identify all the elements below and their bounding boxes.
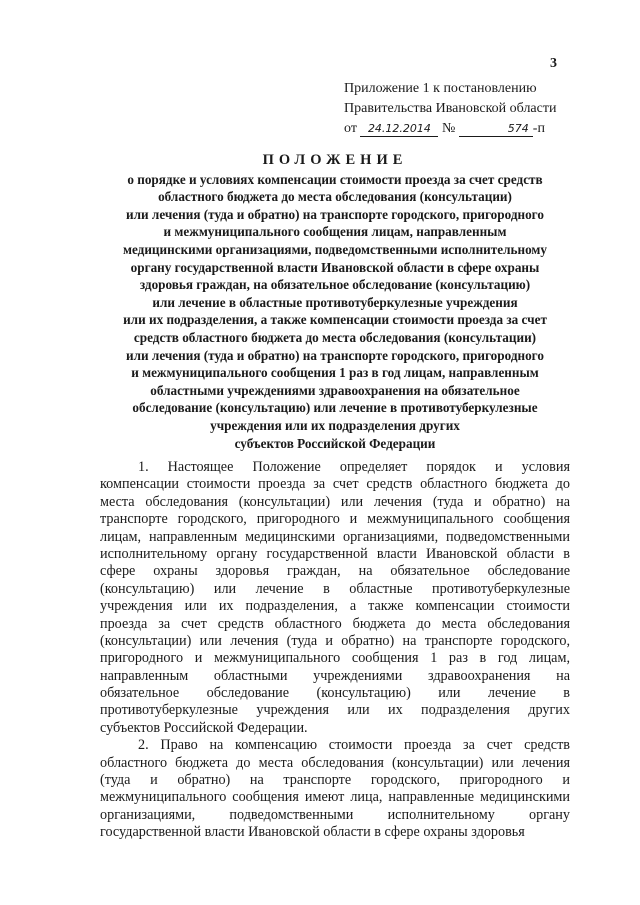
subtitle-line: о порядке и условиях компенсации стоимости проезда за счет средств: [127, 171, 543, 187]
appendix-line-1: Приложение 1 к постановлению: [344, 81, 537, 96]
text-line: [100, 563, 570, 580]
text-line-content: места обследования (консультации) или лечения (туда и обратно) на: [100, 493, 570, 510]
text-line-content: лицам, направленным медицинскими организациями, подведомственными: [100, 528, 570, 545]
text-line-content: учреждения или их подразделения, а также компенсации стоимости: [100, 598, 570, 615]
text-line: [100, 511, 570, 528]
text-line-content: государственной власти Ивановской области в сфере охраны здоровья: [100, 824, 525, 841]
handwritten-date: 24.12.2014: [360, 122, 438, 137]
text-line: [100, 633, 570, 650]
subtitle-line: обследование (консультацию) или лечение в противотуберкулезные: [132, 400, 538, 416]
subtitle-line: областными учреждениями здравоохранения на обязательное: [150, 382, 520, 398]
handwritten-number: 574: [459, 122, 533, 137]
text-line-content: сфере охраны здоровья граждан, на обязательное обследование: [100, 563, 570, 580]
text-line: [100, 772, 570, 789]
text-line-content: проезда за счет средств областного бюджета до места обследования: [100, 615, 570, 632]
text-line-content: транспорте городского, пригородного и межмуниципального сообщения: [100, 511, 570, 528]
text-line-content: пригородного и межмуниципального сообщения 1 раз в год лицам,: [100, 650, 570, 667]
text-line: [100, 702, 570, 719]
text-line-content: (туда и обратно) на транспорте городского, пригородного и: [100, 772, 570, 789]
subtitle-line: или лечения (туда и обратно) на транспорте городского, пригородного: [126, 347, 544, 363]
text-line-content: субъектов Российской Федерации.: [100, 719, 308, 736]
subtitle-line: органу государственной власти Ивановской области в сфере охраны: [130, 259, 540, 275]
document-title: ПОЛОЖЕНИЕ: [262, 152, 408, 168]
text-line-content: организациями, подведомственными исполнительному органу: [100, 806, 570, 823]
text-line: [100, 581, 570, 598]
from-label: от: [344, 121, 357, 136]
text-line: [100, 824, 570, 841]
subtitle-line: и межмуниципального сообщения 1 раз в год лицам, направленным: [131, 365, 539, 381]
subtitle-line: или лечения (туда и обратно) на транспорте городского, пригородного: [126, 206, 544, 222]
subtitle-line: областного бюджета до места обследования (консультации): [158, 189, 512, 205]
text-line: [100, 494, 570, 511]
paragraph-1: [100, 459, 570, 737]
text-line-content: (консультацию) или лечение в областные противотуберкулезные: [100, 580, 570, 597]
text-line-content: (консультации) или лечения (туда и обратно) на транспорте городского,: [100, 632, 570, 649]
text-line: [100, 720, 570, 737]
document-subtitle: [96, 171, 574, 453]
text-line-content: компенсации стоимости проезда за счет средств областного бюджета до: [100, 476, 570, 493]
text-line: [100, 546, 570, 563]
subtitle-line: средств областного бюджета до места обследования (консультации): [133, 329, 537, 345]
text-line: [100, 668, 570, 685]
document-body: [100, 459, 570, 842]
text-line-content: 1. Настоящее Положение определяет порядок и условия: [138, 459, 570, 475]
subtitle-line: или их подразделения, а также компенсации стоимости проезда за счет: [123, 312, 547, 328]
appendix-header: [344, 79, 574, 139]
subtitle-line: здоровья граждан, на обязательное обследование (консультацию): [139, 277, 531, 293]
text-line-content: областного бюджета до места обследования (консультации) или лечения: [100, 754, 570, 771]
text-line: [100, 616, 570, 633]
subtitle-line: или лечение в областные противотуберкулезные учреждения: [152, 294, 518, 310]
paragraph-2: [100, 737, 570, 841]
text-line: [100, 459, 570, 476]
text-line: [100, 529, 570, 546]
text-line: [100, 737, 570, 754]
document-heading: [96, 152, 574, 452]
text-line: [100, 789, 570, 806]
text-line: [100, 807, 570, 824]
text-line-content: межмуниципального сообщения имеют лица, направленные медицинскими: [100, 789, 570, 806]
subtitle-line: и межмуниципального сообщения лицам, направленным: [163, 224, 507, 240]
text-line-content: направленным областными учреждениями здравоохранения на: [100, 667, 570, 684]
text-line-content: обязательное обследование (консультацию) или лечение в: [100, 685, 570, 702]
text-line: [100, 476, 570, 493]
subtitle-line: учреждения или их подразделения других: [210, 417, 460, 433]
text-line-content: 2. Право на компенсацию стоимости проезда за счет средств: [138, 737, 570, 754]
number-suffix: -п: [532, 121, 545, 136]
text-line: [100, 685, 570, 702]
appendix-date-line: [344, 119, 574, 139]
text-line-content: исполнительному органу государственной власти Ивановской области в: [100, 545, 570, 562]
subtitle-line: медицинскими организациями, подведомственными исполнительному: [122, 241, 547, 257]
subtitle-line: субъектов Российской Федерации: [234, 435, 436, 451]
text-line: [100, 598, 570, 615]
text-line: [100, 650, 570, 667]
number-label: №: [441, 121, 456, 136]
appendix-line-2: Правительства Ивановской области: [344, 101, 557, 116]
text-line: [100, 755, 570, 772]
text-line-content: противотуберкулезные учреждения или их подразделения других: [100, 702, 570, 719]
page-number: 3: [550, 56, 557, 71]
